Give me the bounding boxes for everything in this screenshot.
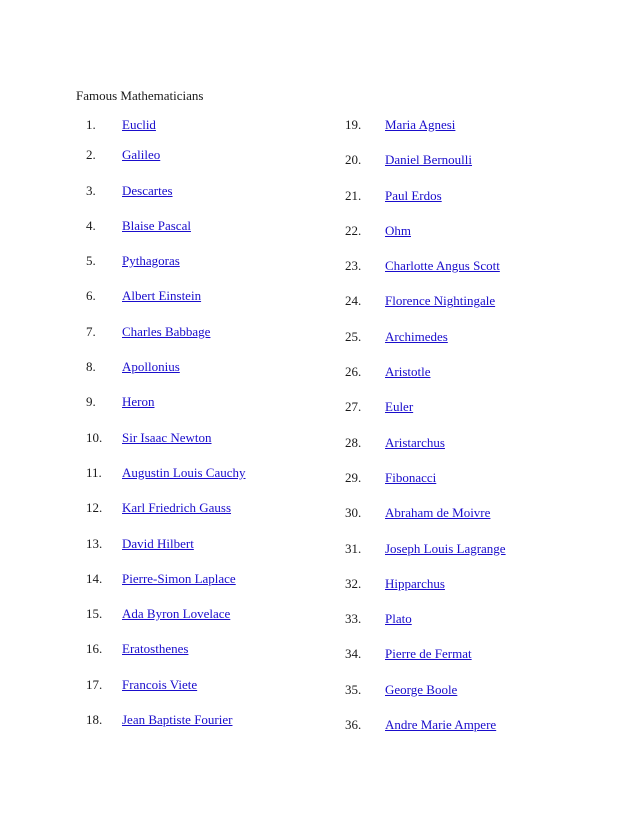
item-number: 15. (86, 606, 103, 622)
mathematician-link[interactable]: Aristotle (385, 364, 431, 380)
item-number: 5. (86, 253, 96, 269)
mathematician-link[interactable]: Ada Byron Lovelace (122, 606, 231, 622)
mathematician-link[interactable]: Archimedes (385, 328, 448, 344)
mathematician-link[interactable]: Sir Isaac Newton (122, 429, 212, 445)
mathematician-link[interactable]: David Hilbert (122, 535, 194, 551)
item-number: 20. (345, 152, 362, 168)
mathematician-link[interactable]: George Boole (385, 681, 458, 697)
item-number: 31. (345, 540, 362, 556)
mathematician-link[interactable]: Joseph Louis Lagrange (385, 540, 506, 556)
item-number: 35. (345, 681, 362, 697)
item-number: 33. (345, 611, 362, 627)
mathematician-link[interactable]: Galileo (122, 147, 161, 163)
mathematician-link[interactable]: Albert Einstein (122, 288, 202, 304)
item-number: 25. (345, 328, 362, 344)
item-number: 32. (345, 575, 362, 591)
item-number: 9. (86, 394, 96, 410)
item-number: 6. (86, 288, 96, 304)
mathematician-link[interactable]: Heron (122, 394, 155, 410)
page-title: Famous Mathematicians (76, 88, 204, 103)
mathematician-link[interactable]: Florence Nightingale (385, 293, 496, 309)
mathematician-link[interactable]: Abraham de Moivre (385, 505, 491, 521)
mathematician-link[interactable]: Blaise Pascal (122, 217, 191, 233)
mathematician-link[interactable]: Maria Agnesi (385, 117, 456, 132)
mathematician-link[interactable]: Andre Marie Ampere (385, 717, 497, 733)
mathematician-link[interactable]: Pierre-Simon Laplace (122, 570, 236, 586)
item-number: 12. (86, 500, 103, 516)
mathematician-link[interactable]: Daniel Bernoulli (385, 152, 473, 168)
mathematician-link[interactable]: Ohm (385, 222, 411, 238)
mathematician-link[interactable]: Aristarchus (385, 434, 445, 450)
mathematician-link[interactable]: Euler (385, 399, 414, 415)
mathematician-link[interactable]: Pythagoras (122, 253, 180, 269)
mathematician-link[interactable]: Paul Erdos (385, 187, 442, 203)
item-number: 4. (86, 217, 96, 233)
item-number: 11. (86, 464, 102, 480)
mathematician-link[interactable]: Eratosthenes (122, 641, 189, 657)
mathematician-link[interactable]: Pierre de Fermat (385, 646, 472, 662)
item-number: 10. (86, 429, 103, 445)
mathematician-link[interactable]: Plato (385, 611, 412, 627)
item-number: 36. (345, 717, 362, 733)
mathematician-link[interactable]: Hipparchus (385, 575, 445, 591)
item-number: 13. (86, 535, 103, 551)
mathematician-link[interactable]: Descartes (122, 182, 173, 198)
mathematician-link[interactable]: Apollonius (122, 359, 180, 375)
item-number: 34. (345, 646, 362, 662)
item-number: 3. (86, 182, 96, 198)
item-number: 2. (86, 147, 96, 163)
item-number: 1. (86, 117, 96, 132)
item-number: 24. (345, 293, 362, 309)
item-number: 23. (345, 258, 362, 274)
mathematician-link[interactable]: Charles Babbage (122, 323, 211, 339)
mathematician-link[interactable]: Francois Viete (122, 676, 198, 692)
item-number: 21. (345, 187, 362, 203)
mathematician-link[interactable]: Fibonacci (385, 469, 437, 485)
mathematician-link[interactable]: Charlotte Angus Scott (385, 258, 500, 274)
item-number: 16. (86, 641, 103, 657)
mathematician-link[interactable]: Karl Friedrich Gauss (122, 500, 232, 516)
item-number: 26. (345, 364, 362, 380)
mathematician-link[interactable]: Augustin Louis Cauchy (122, 464, 246, 480)
item-number: 18. (86, 712, 103, 728)
item-number: 8. (86, 359, 96, 375)
item-number: 28. (345, 434, 362, 450)
item-number: 17. (86, 676, 103, 692)
mathematician-link[interactable]: Jean Baptiste Fourier (122, 712, 233, 728)
item-number: 27. (345, 399, 362, 415)
item-number: 29. (345, 469, 362, 485)
item-number: 14. (86, 570, 103, 586)
item-number: 30. (345, 505, 362, 521)
item-number: 19. (345, 117, 362, 132)
mathematician-link[interactable]: Euclid (122, 117, 156, 132)
item-number: 7. (86, 323, 96, 339)
item-number: 22. (345, 222, 362, 238)
